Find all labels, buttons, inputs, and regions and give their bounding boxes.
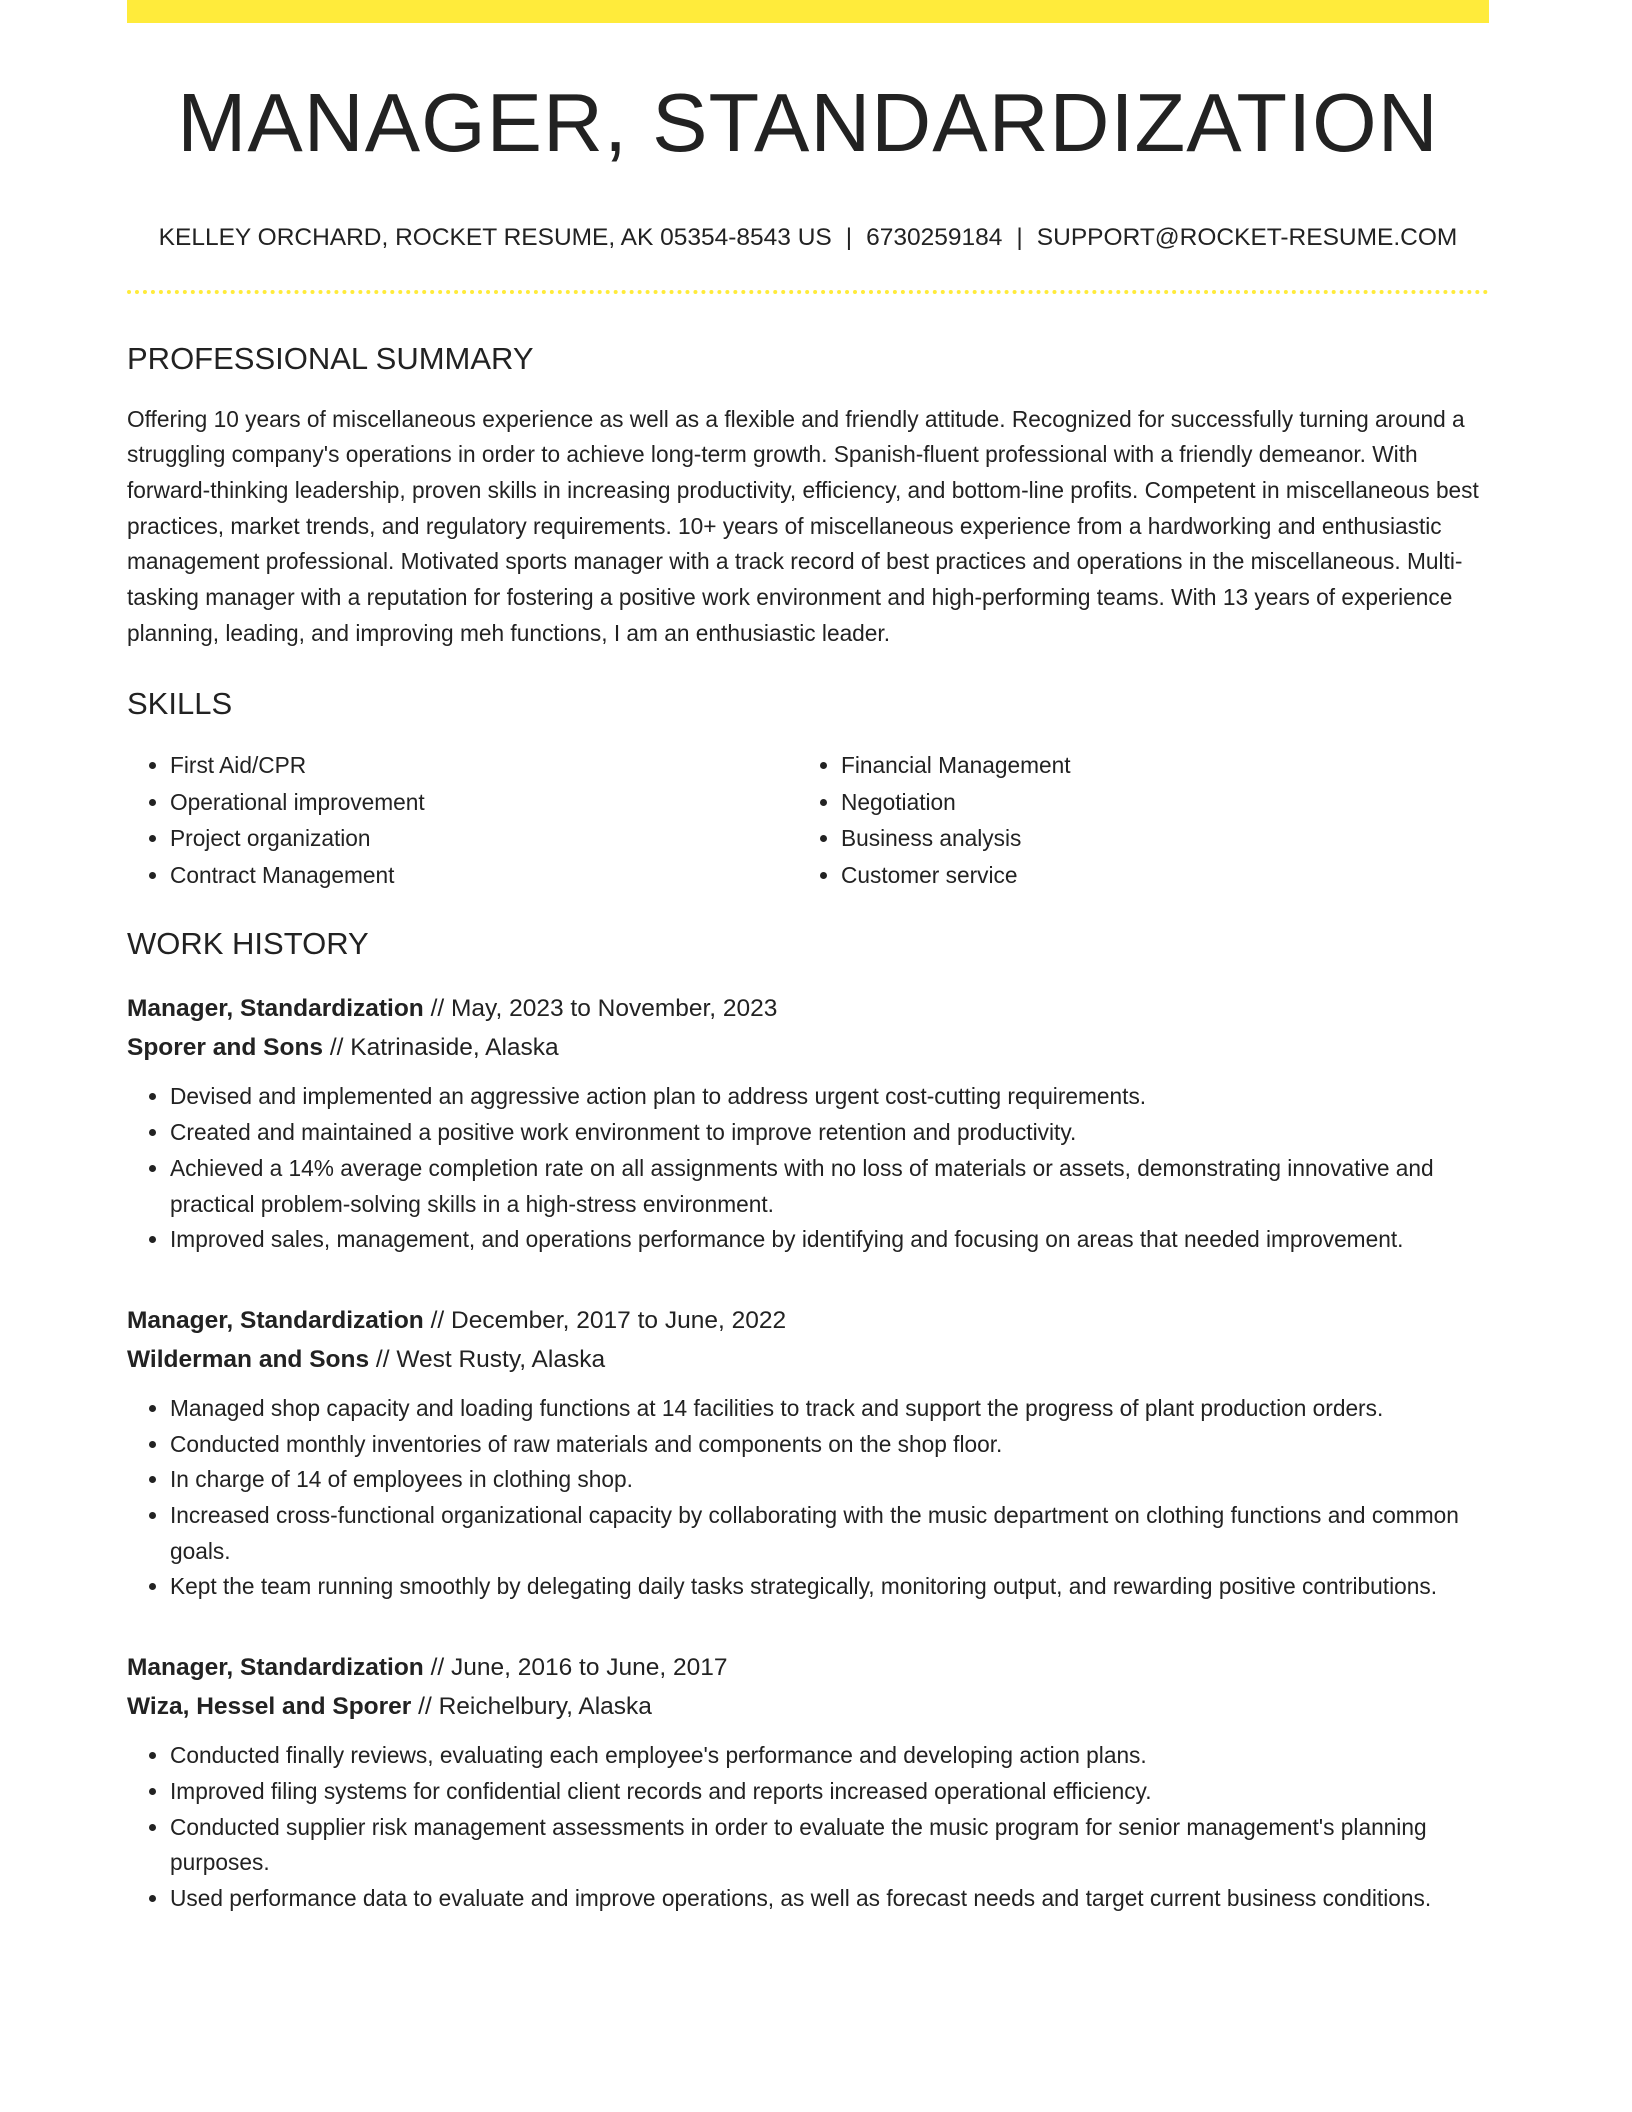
resume-title: MANAGER, STANDARDIZATION: [177, 76, 1439, 169]
job-company-line: [127, 1340, 1489, 1379]
job-company-line: [127, 1687, 1489, 1726]
job-dates: // December, 2017 to June, 2022: [423, 1306, 787, 1334]
job-entry: [127, 1301, 1489, 1605]
job-location: // West Rusty, Alaska: [369, 1345, 606, 1373]
job-bullet: • Managed shop capacity and loading functions at 14 facilities to track and support the progress of plant production orders.: [170, 1391, 1489, 1427]
skills-heading: SKILLS: [127, 686, 233, 722]
skill-item: • Operational improvement: [170, 784, 798, 821]
job-company: Wiza, Hessel and Sporer: [127, 1693, 412, 1721]
job-company: Sporer and Sons: [127, 1034, 324, 1062]
job-role: Manager, Standardization: [127, 995, 424, 1023]
summary-text: Offering 10 years of miscellaneous experience as well as a flexible and friendly attitude. Recognized for successfully turning around a struggling company's operations in order to achieve long-term growth. Spanish-fluent professional with a friendly demeanor. With forward-thinking leadership, proven skills in increasing productivity, efficiency, and bottom-line profits. Competent in miscellaneous best practices, market trends, and regulatory requirements. 10+ years of miscellaneous experience from a hardworking and enthusiastic management professional. Motivated sports manager with a track record of best practices and operations in the miscellaneous. Multi-tasking manager with a reputation for fostering a positive work environment and high-performing teams. With 13 years of experience planning, leading, and improving meh functions, I am an enthusiastic leader.: [127, 405, 1479, 646]
contact-separator: |: [845, 224, 853, 251]
skills-column-left: [127, 747, 798, 893]
job-dates: // May, 2023 to November, 2023: [423, 995, 778, 1023]
job-role-line: [127, 1301, 1489, 1340]
job-entry: [127, 989, 1489, 1258]
job-role: Manager, Standardization: [127, 1306, 424, 1334]
job-bullets: [127, 1079, 1489, 1258]
skills-column-right: [798, 747, 1469, 893]
contact-separator: |: [1016, 224, 1023, 251]
dotted-divider: [127, 290, 1489, 294]
skills-list: [127, 747, 1489, 893]
contact-email: SUPPORT@ROCKET-RESUME.COM: [1036, 224, 1458, 251]
skill-item: • Customer service: [841, 857, 1469, 894]
job-bullet: • Conducted monthly inventories of raw materials and components on the shop floor.: [170, 1427, 1489, 1463]
job-bullet: • Devised and implemented an aggressive action plan to address urgent cost-cutting requirements.: [170, 1079, 1489, 1115]
work-history-heading: WORK HISTORY: [127, 926, 369, 962]
contact-address: KELLEY ORCHARD, ROCKET RESUME, AK 05354-8543 US: [158, 224, 832, 251]
job-location: // Reichelbury, Alaska: [411, 1693, 652, 1721]
job-dates: // June, 2016 to June, 2017: [423, 1654, 728, 1682]
job-company-line: [127, 1028, 1489, 1067]
job-bullet: • Conducted finally reviews, evaluating each employee's performance and developing action plans.: [170, 1738, 1489, 1774]
job-role: Manager, Standardization: [127, 1654, 424, 1682]
contact-line: [127, 226, 1489, 251]
skill-item: • Project organization: [170, 820, 798, 857]
job-bullet: • Improved filing systems for confidential client records and reports increased operational efficiency.: [170, 1774, 1489, 1810]
job-bullet: • Conducted supplier risk management assessments in order to evaluate the music program for senior management's planning purposes.: [170, 1810, 1489, 1881]
skill-item: • First Aid/CPR: [170, 747, 798, 784]
job-location: // Katrinaside, Alaska: [323, 1034, 559, 1062]
job-bullets: [127, 1391, 1489, 1605]
job-bullet: • Improved sales, management, and operations performance by identifying and focusing on areas that needed improvement.: [170, 1222, 1489, 1258]
job-bullets: [127, 1738, 1489, 1917]
job-bullet: • Used performance data to evaluate and improve operations, as well as forecast needs and target current business conditions.: [170, 1881, 1489, 1917]
job-role-line: [127, 989, 1489, 1028]
job-bullet: • In charge of 14 of employees in clothing shop.: [170, 1462, 1489, 1498]
contact-phone: 6730259184: [866, 224, 1003, 251]
job-role-line: [127, 1648, 1489, 1687]
resume-page: [127, 0, 1489, 1917]
skill-item: • Business analysis: [841, 820, 1469, 857]
top-accent-bar: [127, 0, 1489, 23]
skill-item: • Contract Management: [170, 857, 798, 894]
skill-item: • Financial Management: [841, 747, 1469, 784]
job-bullet: • Achieved a 14% average completion rate on all assignments with no loss of materials or assets, demonstrating innovative and practical problem-solving skills in a high-stress environment.: [170, 1151, 1489, 1222]
job-bullet: • Kept the team running smoothly by delegating daily tasks strategically, monitoring output, and rewarding positive contributions.: [170, 1569, 1489, 1605]
summary-heading: PROFESSIONAL SUMMARY: [127, 340, 534, 376]
job-company: Wilderman and Sons: [127, 1345, 370, 1373]
job-bullet: • Increased cross-functional organizational capacity by collaborating with the music department on clothing functions and common goals.: [170, 1498, 1489, 1569]
skill-item: • Negotiation: [841, 784, 1469, 821]
job-entry: [127, 1648, 1489, 1917]
job-bullet: • Created and maintained a positive work environment to improve retention and productivity.: [170, 1115, 1489, 1151]
